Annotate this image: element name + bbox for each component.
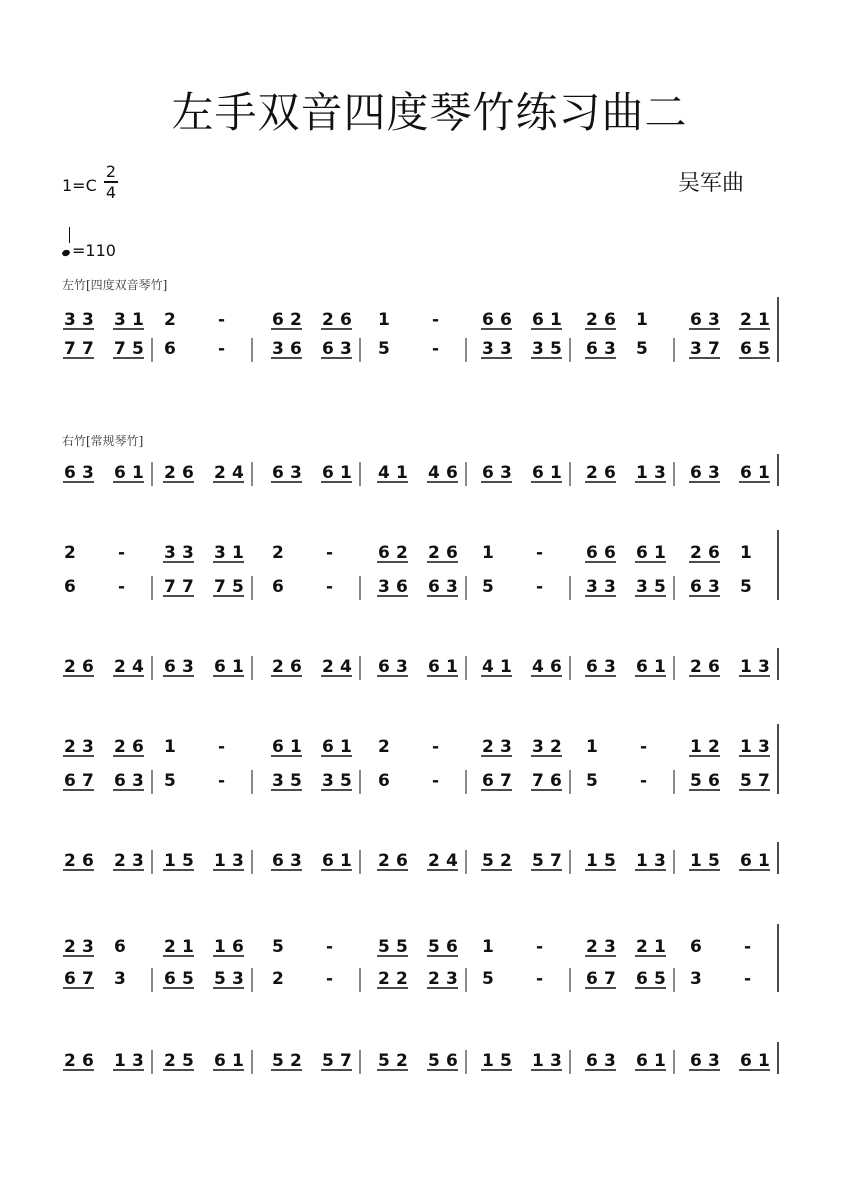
note: 1 <box>378 310 390 330</box>
note: 2 <box>290 310 302 330</box>
note: 1 <box>214 851 226 871</box>
note: 1 <box>132 463 144 483</box>
note: 3 <box>164 543 176 563</box>
note: 6 <box>446 1051 458 1071</box>
note: 5 <box>322 1051 334 1071</box>
note: 3 <box>690 969 702 989</box>
note: 2 <box>396 969 408 989</box>
note: 1 <box>636 851 648 871</box>
note: 2 <box>64 1051 76 1071</box>
note: 6 <box>586 339 598 359</box>
note: 3 <box>272 771 284 791</box>
note: 5 <box>340 771 352 791</box>
note: 6 <box>132 737 144 757</box>
note: 6 <box>740 463 752 483</box>
note: 6 <box>740 1051 752 1071</box>
note: 3 <box>82 463 94 483</box>
note: 3 <box>708 1051 720 1071</box>
note: 1 <box>114 1051 126 1071</box>
note: 3 <box>214 543 226 563</box>
note: 2 <box>428 543 440 563</box>
dash: - <box>326 577 334 597</box>
note: 3 <box>82 737 94 757</box>
note: 2 <box>396 1051 408 1071</box>
dash: - <box>118 577 126 597</box>
note: 5 <box>182 1051 194 1071</box>
note: 6 <box>378 657 390 677</box>
note: 6 <box>636 543 648 563</box>
note: 3 <box>500 339 512 359</box>
note: 6 <box>446 543 458 563</box>
dash: - <box>744 937 752 957</box>
note: 6 <box>82 657 94 677</box>
note: 5 <box>636 339 648 359</box>
note: 3 <box>604 937 616 957</box>
note: 1 <box>340 463 352 483</box>
note: 3 <box>708 310 720 330</box>
dash: - <box>218 737 226 757</box>
note: 6 <box>636 969 648 989</box>
note: 2 <box>378 737 390 757</box>
note: 1 <box>740 543 752 563</box>
note: 6 <box>82 851 94 871</box>
note: 6 <box>322 339 334 359</box>
note: 1 <box>740 657 752 677</box>
note: 6 <box>114 463 126 483</box>
note: 3 <box>272 339 284 359</box>
note: 6 <box>708 657 720 677</box>
note: 1 <box>758 1051 770 1071</box>
note: 1 <box>482 543 494 563</box>
note: 7 <box>604 969 616 989</box>
note: 6 <box>690 1051 702 1071</box>
note: 3 <box>532 339 544 359</box>
note: 7 <box>500 771 512 791</box>
note: 2 <box>272 543 284 563</box>
note: 2 <box>740 310 752 330</box>
note: 6 <box>322 463 334 483</box>
note: 1 <box>636 463 648 483</box>
note: 1 <box>290 737 302 757</box>
note: 3 <box>182 657 194 677</box>
note: 6 <box>446 937 458 957</box>
note: 3 <box>132 851 144 871</box>
note: 2 <box>164 937 176 957</box>
right-stick-label: 右竹[常规琴竹] <box>62 434 144 448</box>
note: 5 <box>740 577 752 597</box>
note: 6 <box>322 737 334 757</box>
note: 6 <box>586 543 598 563</box>
note: 3 <box>532 737 544 757</box>
note: 5 <box>182 969 194 989</box>
note: 1 <box>586 851 598 871</box>
note: 1 <box>758 310 770 330</box>
note: 5 <box>690 771 702 791</box>
note: 6 <box>290 657 302 677</box>
note: 3 <box>500 737 512 757</box>
note: 2 <box>272 969 284 989</box>
note: 3 <box>690 339 702 359</box>
note: 6 <box>290 339 302 359</box>
note: 1 <box>586 737 598 757</box>
note: 2 <box>214 463 226 483</box>
note: 6 <box>532 463 544 483</box>
note: 5 <box>132 339 144 359</box>
note: 5 <box>164 771 176 791</box>
note: 1 <box>232 543 244 563</box>
note: 5 <box>532 851 544 871</box>
note: 3 <box>604 339 616 359</box>
note: 5 <box>500 1051 512 1071</box>
note: 5 <box>378 1051 390 1071</box>
note: 3 <box>604 657 616 677</box>
note: 4 <box>132 657 144 677</box>
note: 2 <box>290 1051 302 1071</box>
note: 3 <box>708 463 720 483</box>
note: 2 <box>428 969 440 989</box>
note: 7 <box>758 771 770 791</box>
dash: - <box>326 543 334 563</box>
note: 3 <box>500 463 512 483</box>
note: 5 <box>290 771 302 791</box>
note: 6 <box>272 737 284 757</box>
note: 2 <box>690 657 702 677</box>
note: 2 <box>164 310 176 330</box>
note: 2 <box>690 543 702 563</box>
note: 1 <box>740 737 752 757</box>
note: 6 <box>482 463 494 483</box>
note: 1 <box>532 1051 544 1071</box>
note: 6 <box>690 577 702 597</box>
dash: - <box>640 771 648 791</box>
note: 3 <box>114 969 126 989</box>
note: 5 <box>378 339 390 359</box>
note: 6 <box>378 543 390 563</box>
note: 6 <box>114 937 126 957</box>
dash: - <box>432 339 440 359</box>
note: 5 <box>396 937 408 957</box>
note: 5 <box>758 339 770 359</box>
note: 6 <box>550 657 562 677</box>
note: 6 <box>604 463 616 483</box>
note: 1 <box>182 937 194 957</box>
note: 3 <box>64 310 76 330</box>
note: 6 <box>322 851 334 871</box>
note: 5 <box>214 969 226 989</box>
note: 5 <box>708 851 720 871</box>
note: 3 <box>232 969 244 989</box>
note: 7 <box>82 771 94 791</box>
note: 6 <box>690 310 702 330</box>
note: 1 <box>446 657 458 677</box>
note: 5 <box>482 969 494 989</box>
note: 3 <box>446 969 458 989</box>
key-signature: 1=C <box>62 176 97 195</box>
note: 6 <box>690 937 702 957</box>
note: 7 <box>82 339 94 359</box>
note: 6 <box>636 657 648 677</box>
dash: - <box>118 543 126 563</box>
note: 2 <box>114 657 126 677</box>
note: 2 <box>114 737 126 757</box>
note: 5 <box>482 851 494 871</box>
dash: - <box>536 937 544 957</box>
note: 6 <box>428 577 440 597</box>
note: 1 <box>690 851 702 871</box>
note: 3 <box>132 771 144 791</box>
dash: - <box>432 310 440 330</box>
note: 2 <box>482 737 494 757</box>
note: 2 <box>64 937 76 957</box>
note: 3 <box>654 851 666 871</box>
note: 5 <box>482 577 494 597</box>
note: 2 <box>164 1051 176 1071</box>
note: 1 <box>164 737 176 757</box>
note: 6 <box>232 937 244 957</box>
note: 3 <box>758 657 770 677</box>
note: 5 <box>654 577 666 597</box>
note: 1 <box>164 851 176 871</box>
dash: - <box>326 969 334 989</box>
note: 1 <box>500 657 512 677</box>
note: 6 <box>550 771 562 791</box>
note: 5 <box>586 771 598 791</box>
note: 5 <box>428 1051 440 1071</box>
note: 1 <box>340 851 352 871</box>
note: 6 <box>164 657 176 677</box>
note: 7 <box>182 577 194 597</box>
note: 1 <box>758 463 770 483</box>
note: 1 <box>636 310 648 330</box>
note: 3 <box>758 737 770 757</box>
note: 6 <box>396 577 408 597</box>
note: 3 <box>446 577 458 597</box>
note: 6 <box>500 310 512 330</box>
note: 3 <box>322 771 334 791</box>
note: 2 <box>378 851 390 871</box>
note: 7 <box>340 1051 352 1071</box>
note: 2 <box>272 657 284 677</box>
note: 1 <box>482 1051 494 1071</box>
note: 6 <box>396 851 408 871</box>
note: 1 <box>214 937 226 957</box>
note: 6 <box>164 339 176 359</box>
note: 6 <box>64 771 76 791</box>
dash: - <box>218 339 226 359</box>
note: 6 <box>446 463 458 483</box>
note: 6 <box>532 310 544 330</box>
composer: 吴军曲 <box>678 171 745 196</box>
note: 1 <box>654 543 666 563</box>
note: 6 <box>272 851 284 871</box>
note: 1 <box>690 737 702 757</box>
note: 3 <box>340 339 352 359</box>
note: 2 <box>114 851 126 871</box>
note: 6 <box>214 1051 226 1071</box>
note: 2 <box>64 543 76 563</box>
note: 2 <box>64 657 76 677</box>
note: 5 <box>740 771 752 791</box>
note: 7 <box>114 339 126 359</box>
note: 5 <box>272 1051 284 1071</box>
note: 2 <box>322 310 334 330</box>
time-signature-bottom: 4 <box>105 182 117 202</box>
note: 6 <box>586 657 598 677</box>
note: 1 <box>654 937 666 957</box>
note: 2 <box>708 737 720 757</box>
note: 6 <box>164 969 176 989</box>
note: 2 <box>636 937 648 957</box>
note: 2 <box>550 737 562 757</box>
note: 7 <box>550 851 562 871</box>
note: 2 <box>378 969 390 989</box>
note: 3 <box>132 1051 144 1071</box>
note: 3 <box>114 310 126 330</box>
note: 3 <box>378 577 390 597</box>
note: 6 <box>636 1051 648 1071</box>
dash: - <box>432 737 440 757</box>
note: 5 <box>550 339 562 359</box>
note: 7 <box>164 577 176 597</box>
note: 2 <box>586 310 598 330</box>
note: 6 <box>340 310 352 330</box>
note: 5 <box>182 851 194 871</box>
note: 3 <box>550 1051 562 1071</box>
note: 3 <box>82 937 94 957</box>
note: 5 <box>378 937 390 957</box>
dash: - <box>218 310 226 330</box>
note: 1 <box>550 463 562 483</box>
note: 6 <box>378 771 390 791</box>
note: 4 <box>378 463 390 483</box>
note: 1 <box>758 851 770 871</box>
note: 2 <box>64 737 76 757</box>
note: 4 <box>482 657 494 677</box>
note: 3 <box>636 577 648 597</box>
note: 3 <box>604 577 616 597</box>
note: 5 <box>654 969 666 989</box>
note: 6 <box>272 577 284 597</box>
note: 7 <box>64 339 76 359</box>
note: 3 <box>82 310 94 330</box>
note: 3 <box>232 851 244 871</box>
note: 3 <box>482 339 494 359</box>
time-signature-top: 2 <box>105 162 117 181</box>
note: 2 <box>586 937 598 957</box>
note: 6 <box>64 577 76 597</box>
dash: - <box>432 771 440 791</box>
note: 3 <box>290 851 302 871</box>
dash: - <box>536 577 544 597</box>
note: 2 <box>396 543 408 563</box>
note: 6 <box>708 543 720 563</box>
note: 6 <box>428 657 440 677</box>
note: 2 <box>428 851 440 871</box>
note: 6 <box>82 1051 94 1071</box>
note: 7 <box>82 969 94 989</box>
note: 6 <box>214 657 226 677</box>
note: 6 <box>272 463 284 483</box>
note: 3 <box>396 657 408 677</box>
note: 1 <box>132 310 144 330</box>
note: 6 <box>182 463 194 483</box>
note: 6 <box>64 969 76 989</box>
note: 4 <box>446 851 458 871</box>
note: 6 <box>482 771 494 791</box>
note: 3 <box>182 543 194 563</box>
note: 1 <box>396 463 408 483</box>
note: 6 <box>64 463 76 483</box>
tempo-value: =110 <box>72 241 116 260</box>
note: 5 <box>604 851 616 871</box>
note: 6 <box>740 339 752 359</box>
note: 5 <box>272 937 284 957</box>
note: 7 <box>532 771 544 791</box>
note: 1 <box>550 310 562 330</box>
note: 3 <box>586 577 598 597</box>
note: 5 <box>428 937 440 957</box>
left-stick-label: 左竹[四度双音琴竹] <box>62 278 168 292</box>
note: 4 <box>532 657 544 677</box>
note: 6 <box>114 771 126 791</box>
dash: - <box>326 937 334 957</box>
dash: - <box>536 969 544 989</box>
note: 4 <box>232 463 244 483</box>
note: 6 <box>482 310 494 330</box>
note: 2 <box>586 463 598 483</box>
note: 5 <box>232 577 244 597</box>
note: 7 <box>708 339 720 359</box>
note: 3 <box>654 463 666 483</box>
note: 6 <box>272 310 284 330</box>
note: 6 <box>740 851 752 871</box>
note: 1 <box>340 737 352 757</box>
note: 4 <box>428 463 440 483</box>
note: 2 <box>322 657 334 677</box>
note: 3 <box>708 577 720 597</box>
dash: - <box>536 543 544 563</box>
note: 1 <box>232 657 244 677</box>
note: 1 <box>232 1051 244 1071</box>
note: 6 <box>708 771 720 791</box>
note: 1 <box>654 657 666 677</box>
note: 7 <box>214 577 226 597</box>
note: 6 <box>586 969 598 989</box>
note: 4 <box>340 657 352 677</box>
dash: - <box>744 969 752 989</box>
note: 1 <box>654 1051 666 1071</box>
dash: - <box>640 737 648 757</box>
note: 3 <box>604 1051 616 1071</box>
note: 6 <box>690 463 702 483</box>
page-title: 左手双音四度琴竹练习曲二 <box>171 88 688 137</box>
note: 1 <box>482 937 494 957</box>
note: 6 <box>604 543 616 563</box>
dash: - <box>218 771 226 791</box>
note: 2 <box>164 463 176 483</box>
note: 2 <box>500 851 512 871</box>
note: 6 <box>586 1051 598 1071</box>
note: 3 <box>290 463 302 483</box>
note: 6 <box>604 310 616 330</box>
note: 2 <box>64 851 76 871</box>
